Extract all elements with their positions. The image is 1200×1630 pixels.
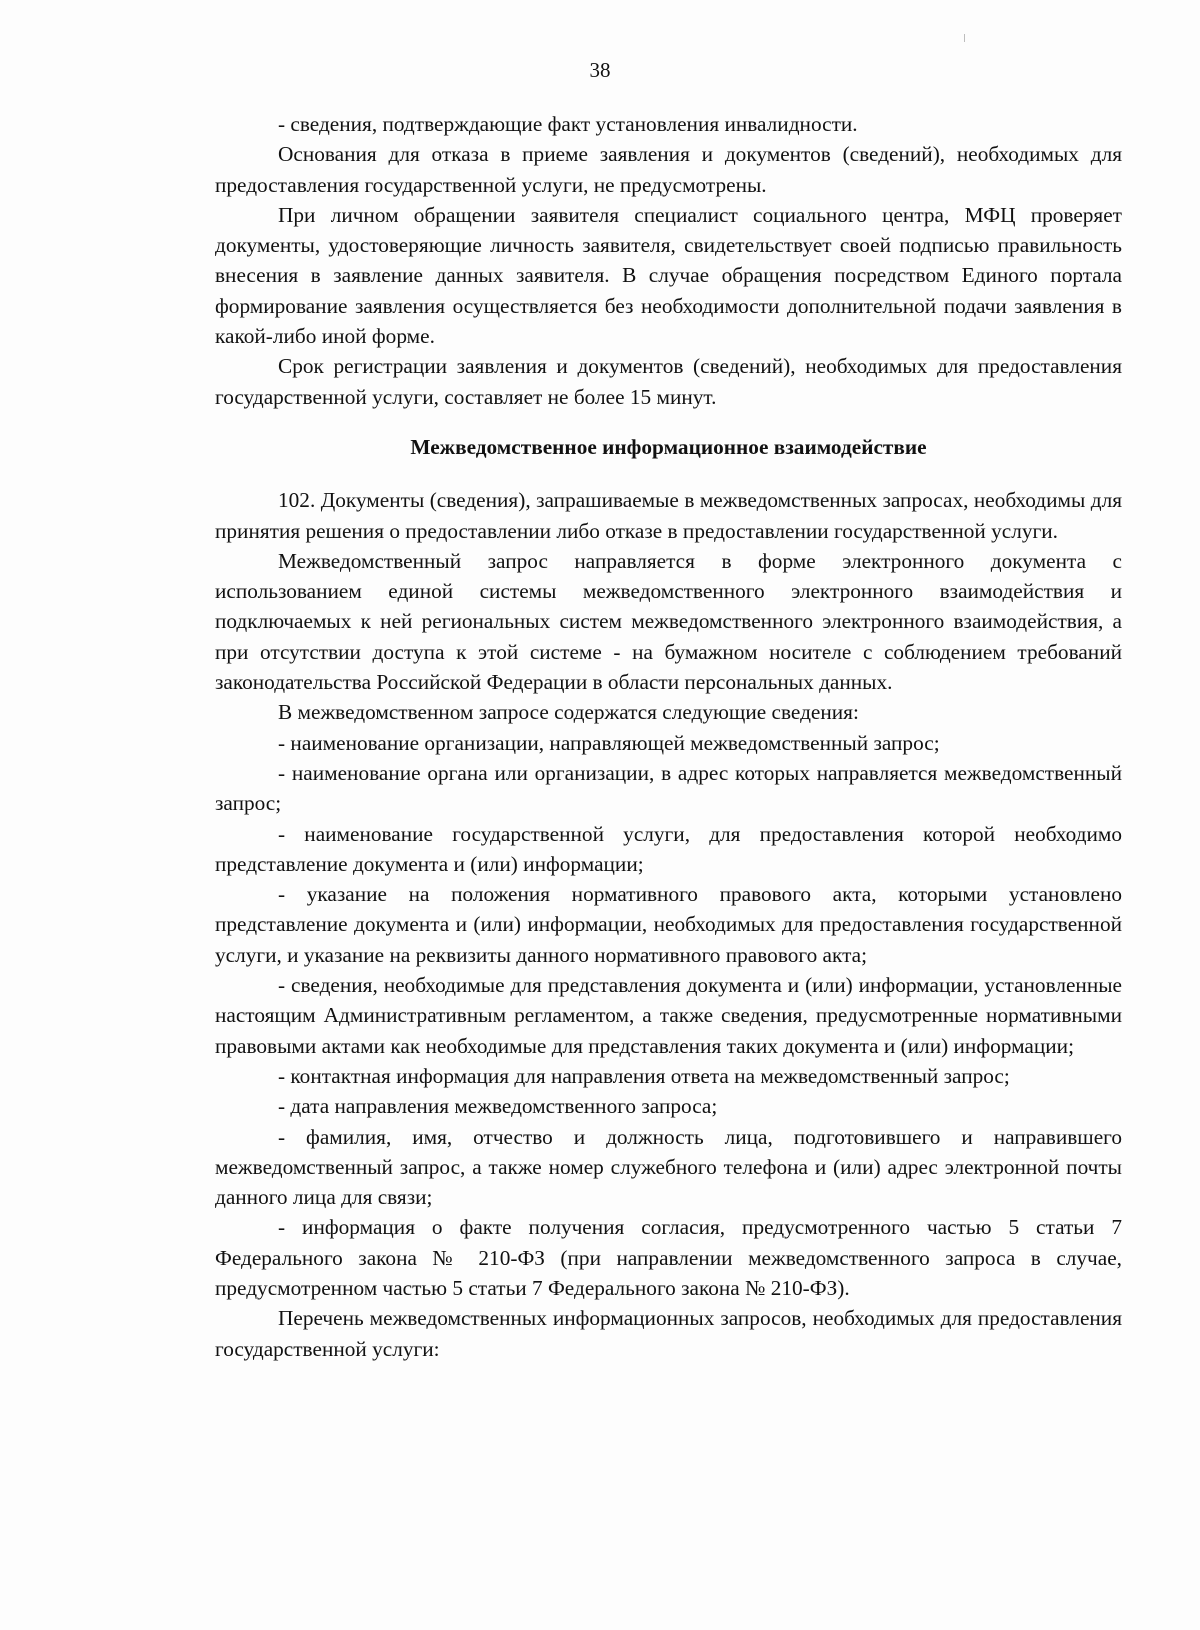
- document-body: [215, 109, 1122, 1364]
- section-heading: Межведомственное информационное взаимодействие: [410, 434, 927, 459]
- page-number: 38: [589, 58, 611, 82]
- list-item-contact-info: - контактная информация для направления ответа на межведомственный запрос;: [278, 1063, 1010, 1088]
- paragraph-102: 102. Документы (сведения), запрашиваемые в межведомственных запросах, необходимы для принятия решения о предоставлении либо отказе в предоставлении государственной услуги.: [215, 488, 1122, 543]
- list-item-responsible-person: - фамилия, имя, отчество и должность лица, подготовившего и направившего межведомственный запрос, а также номер служебного телефона и (или) адрес электронной почты данного лица для связи;: [215, 1124, 1122, 1210]
- paragraph-personal-visit: При личном обращении заявителя специалист социального центра, МФЦ проверяет документы, удостоверяющие личность заявителя, свидетельствует своей подписью правильность внесения в заявление данных заявителя. В случае обращения посредством Единого портала формирование заявления осуществляется без необходимости дополнительной подачи заявления в какой-либо иной форме.: [215, 202, 1122, 349]
- list-item-consent-info: - информация о факте получения согласия, предусмотренного частью 5 статьи 7 Федерального закона № 210-ФЗ (при направлении межведомственного запроса в случае, предусмотренном частью 5 статьи 7 Федерального закона № 210-ФЗ).: [215, 1215, 1122, 1300]
- list-item-required-info: - сведения, необходимые для представления документа и (или) информации, установленные настоящим Административным регламентом, а также сведения, предусмотренные нормативными правовыми актами как необходимые для представления таких документа и (или) информации;: [215, 973, 1122, 1058]
- paragraph-refusal-grounds: Основания для отказа в приеме заявления и документов (сведений), необходимых для предоставления государственной услуги, не предусмотрены.: [215, 142, 1122, 197]
- list-item-requesting-org: - наименование организации, направляющей межведомственный запрос;: [278, 730, 940, 755]
- list-item-recipient-org: - наименование органа или организации, в адрес которых направляется межведомственный запрос;: [215, 760, 1122, 816]
- scan-artifact: [964, 34, 965, 42]
- list-item-legal-act: - указание на положения нормативного правового акта, которыми установлено представление документа и (или) информации, необходимых для предоставления государственной услуги, и указание на реквизиты данного нормативного правового акта;: [215, 882, 1122, 967]
- paragraph-request-contents: В межведомственном запросе содержатся следующие сведения:: [278, 700, 859, 725]
- list-item-request-date: - дата направления межведомственного запроса;: [278, 1094, 718, 1119]
- paragraph-disability-info: - сведения, подтверждающие факт установления инвалидности.: [278, 112, 858, 136]
- paragraph-request-form: Межведомственный запрос направляется в форме электронного документа с использованием единой системы межведомственного электронного взаимодействия и подключаемых к ней региональных систем межведомственного электронного взаимодействия, а при отсутствии доступа к этой системе - на бумажном носителе с соблюдением требований законодательства Российской Федерации в области персональных данных.: [215, 548, 1122, 695]
- paragraph-registration-term: Срок регистрации заявления и документов (сведений), необходимых для предоставления государственной услуги, составляет не более 15 минут.: [215, 354, 1122, 409]
- list-item-service-name: - наименование государственной услуги, для предоставления которой необходимо представление документа и (или) информации;: [215, 821, 1122, 876]
- paragraph-request-list: Перечень межведомственных информационных запросов, необходимых для предоставления государственной услуги:: [215, 1306, 1122, 1361]
